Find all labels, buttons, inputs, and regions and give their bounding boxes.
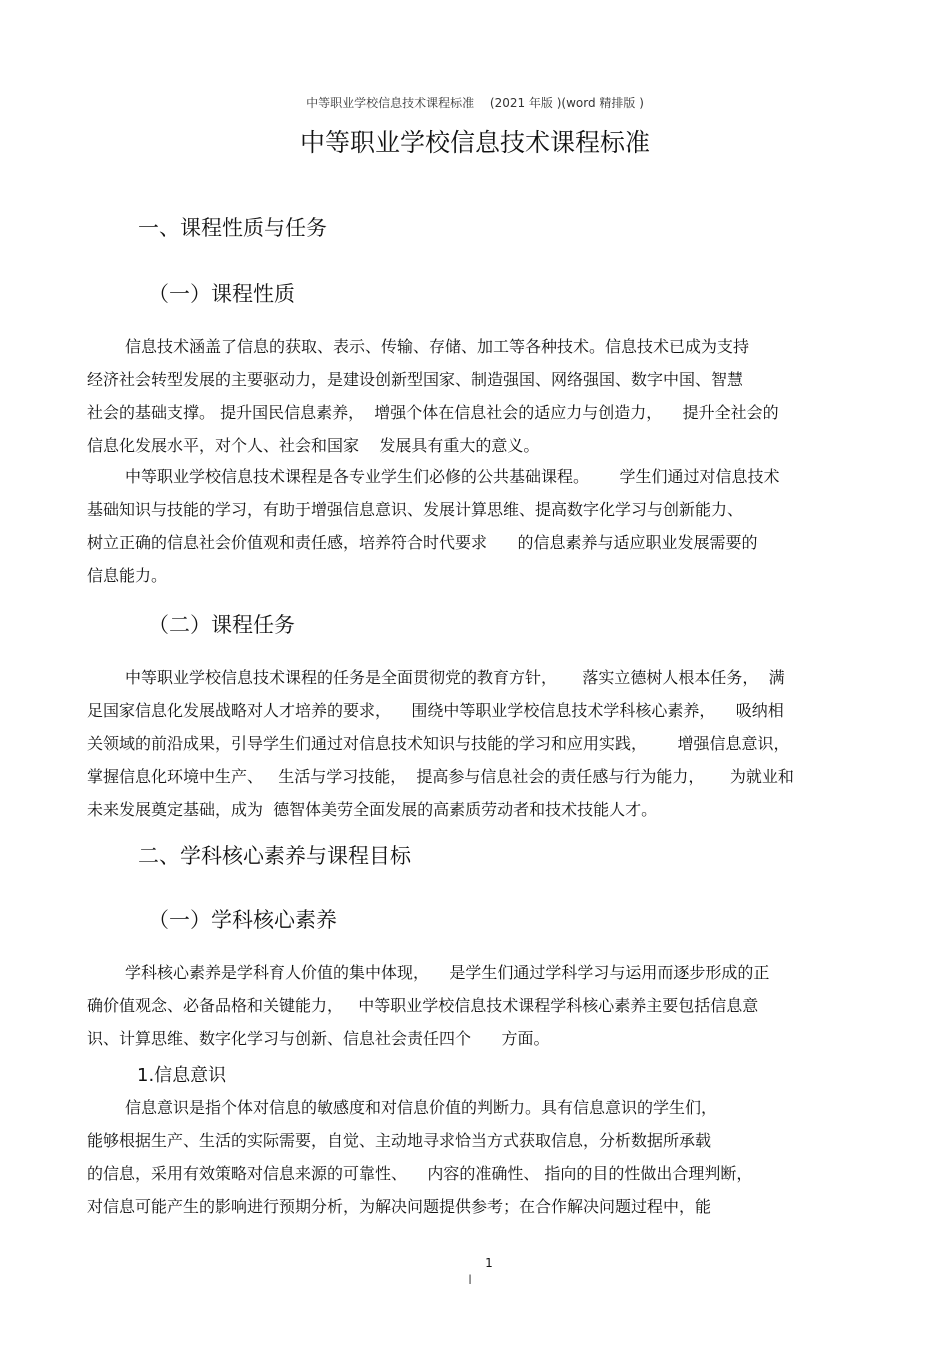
- text-line: 关领域的前沿成果，引导学生们通过对信息技术知识与技能的学习和应用实践， 增强信息意识，: [87, 734, 790, 753]
- text-line: 信息技术涵盖了信息的获取、表示、传输、存储、加工等各种技术。信息技术已成为支持: [125, 337, 750, 356]
- document-title: 中等职业学校信息技术课程标准: [299, 128, 650, 157]
- text-line: 信息化发展水平，对个人、社会和国家 发展具有重大的意义。: [87, 436, 540, 455]
- text-line: 未来发展奠定基础，成为 德智体美劳全面发展的高素质劳动者和技术技能人才。: [87, 800, 658, 819]
- text-line: 中等职业学校信息技术课程的任务是全面贯彻党的教育方针， 落实立德树人根本任务， 满: [125, 668, 785, 687]
- subsection-heading-course-nature: （一）课程性质: [148, 282, 295, 306]
- text-line: 的信息，采用有效策略对信息来源的可靠性、 内容的准确性、 指向的目的性做出合理判断，: [87, 1164, 753, 1183]
- text-line: 对信息可能产生的影响进行预期分析，为解决问题提供参考；在合作解决问题过程中，能: [87, 1197, 712, 1216]
- text-line: 学科核心素养是学科育人价值的集中体现， 是学生们通过学科学习与运用而逐步形成的正: [125, 963, 770, 982]
- text-line: 经济社会转型发展的主要驱动力，是建设创新型国家、制造强国、网络强国、数字中国、智慧: [87, 370, 744, 389]
- text-line: 树立正确的信息社会价值观和责任感，培养符合时代要求 的信息素养与适应职业发展需要的: [87, 533, 758, 552]
- text-line: 掌握信息化环境中生产、 生活与学习技能， 提高参与信息社会的责任感与行为能力， 为就业和: [87, 767, 794, 786]
- text-line: 能够根据生产、生活的实际需要，自觉、主动地寻求恰当方式获取信息，分析数据所承载: [87, 1131, 712, 1150]
- subsection-heading-course-task: （二）课程任务: [148, 613, 295, 637]
- text-line: 信息意识是指个体对信息的敏感度和对信息价值的判断力。具有信息意识的学生们，: [125, 1098, 718, 1117]
- section-heading-1: 一、课程性质与任务: [138, 216, 327, 240]
- text-line: 确价值观念、必备品格和关键能力， 中等职业学校信息技术课程学科核心素养主要包括信息意: [87, 996, 759, 1015]
- header-note: 中等职业学校信息技术课程标准 (2021 年版 )(word 精排版 ): [306, 96, 644, 110]
- section-heading-2: 二、学科核心素养与课程目标: [138, 844, 411, 868]
- footer-mark: l: [468, 1273, 472, 1287]
- paragraph-course-nature-1: [87, 330, 867, 462]
- text-line: 中等职业学校信息技术课程是各专业学生们必修的公共基础课程。 学生们通过对信息技术: [125, 467, 780, 486]
- paragraph-course-nature-2: [87, 460, 867, 592]
- item-heading-information-awareness: 1.信息意识: [137, 1065, 227, 1086]
- text-line: 基础知识与技能的学习，有助于增强信息意识、发展计算思维、提高数字化学习与创新能力、: [87, 500, 744, 519]
- paragraph-core-literacy: [87, 956, 867, 1055]
- text-line: 识、计算思维、数字化学习与创新、信息社会责任四个 方面。: [87, 1029, 550, 1048]
- paragraph-information-awareness: [87, 1091, 867, 1223]
- text-line: 足国家信息化发展战略对人才培养的要求， 围绕中等职业学校信息技术学科核心素养， 吸纳相: [87, 701, 784, 720]
- text-line: 信息能力。: [87, 566, 168, 585]
- paragraph-course-task: [87, 661, 867, 826]
- text-line: 社会的基础支撑。 提升国民信息素养， 增强个体在信息社会的适应力与创造力， 提升全社会的: [87, 403, 779, 422]
- page-number: 1: [485, 1256, 493, 1270]
- subsection-heading-core-literacy: （一）学科核心素养: [148, 908, 337, 932]
